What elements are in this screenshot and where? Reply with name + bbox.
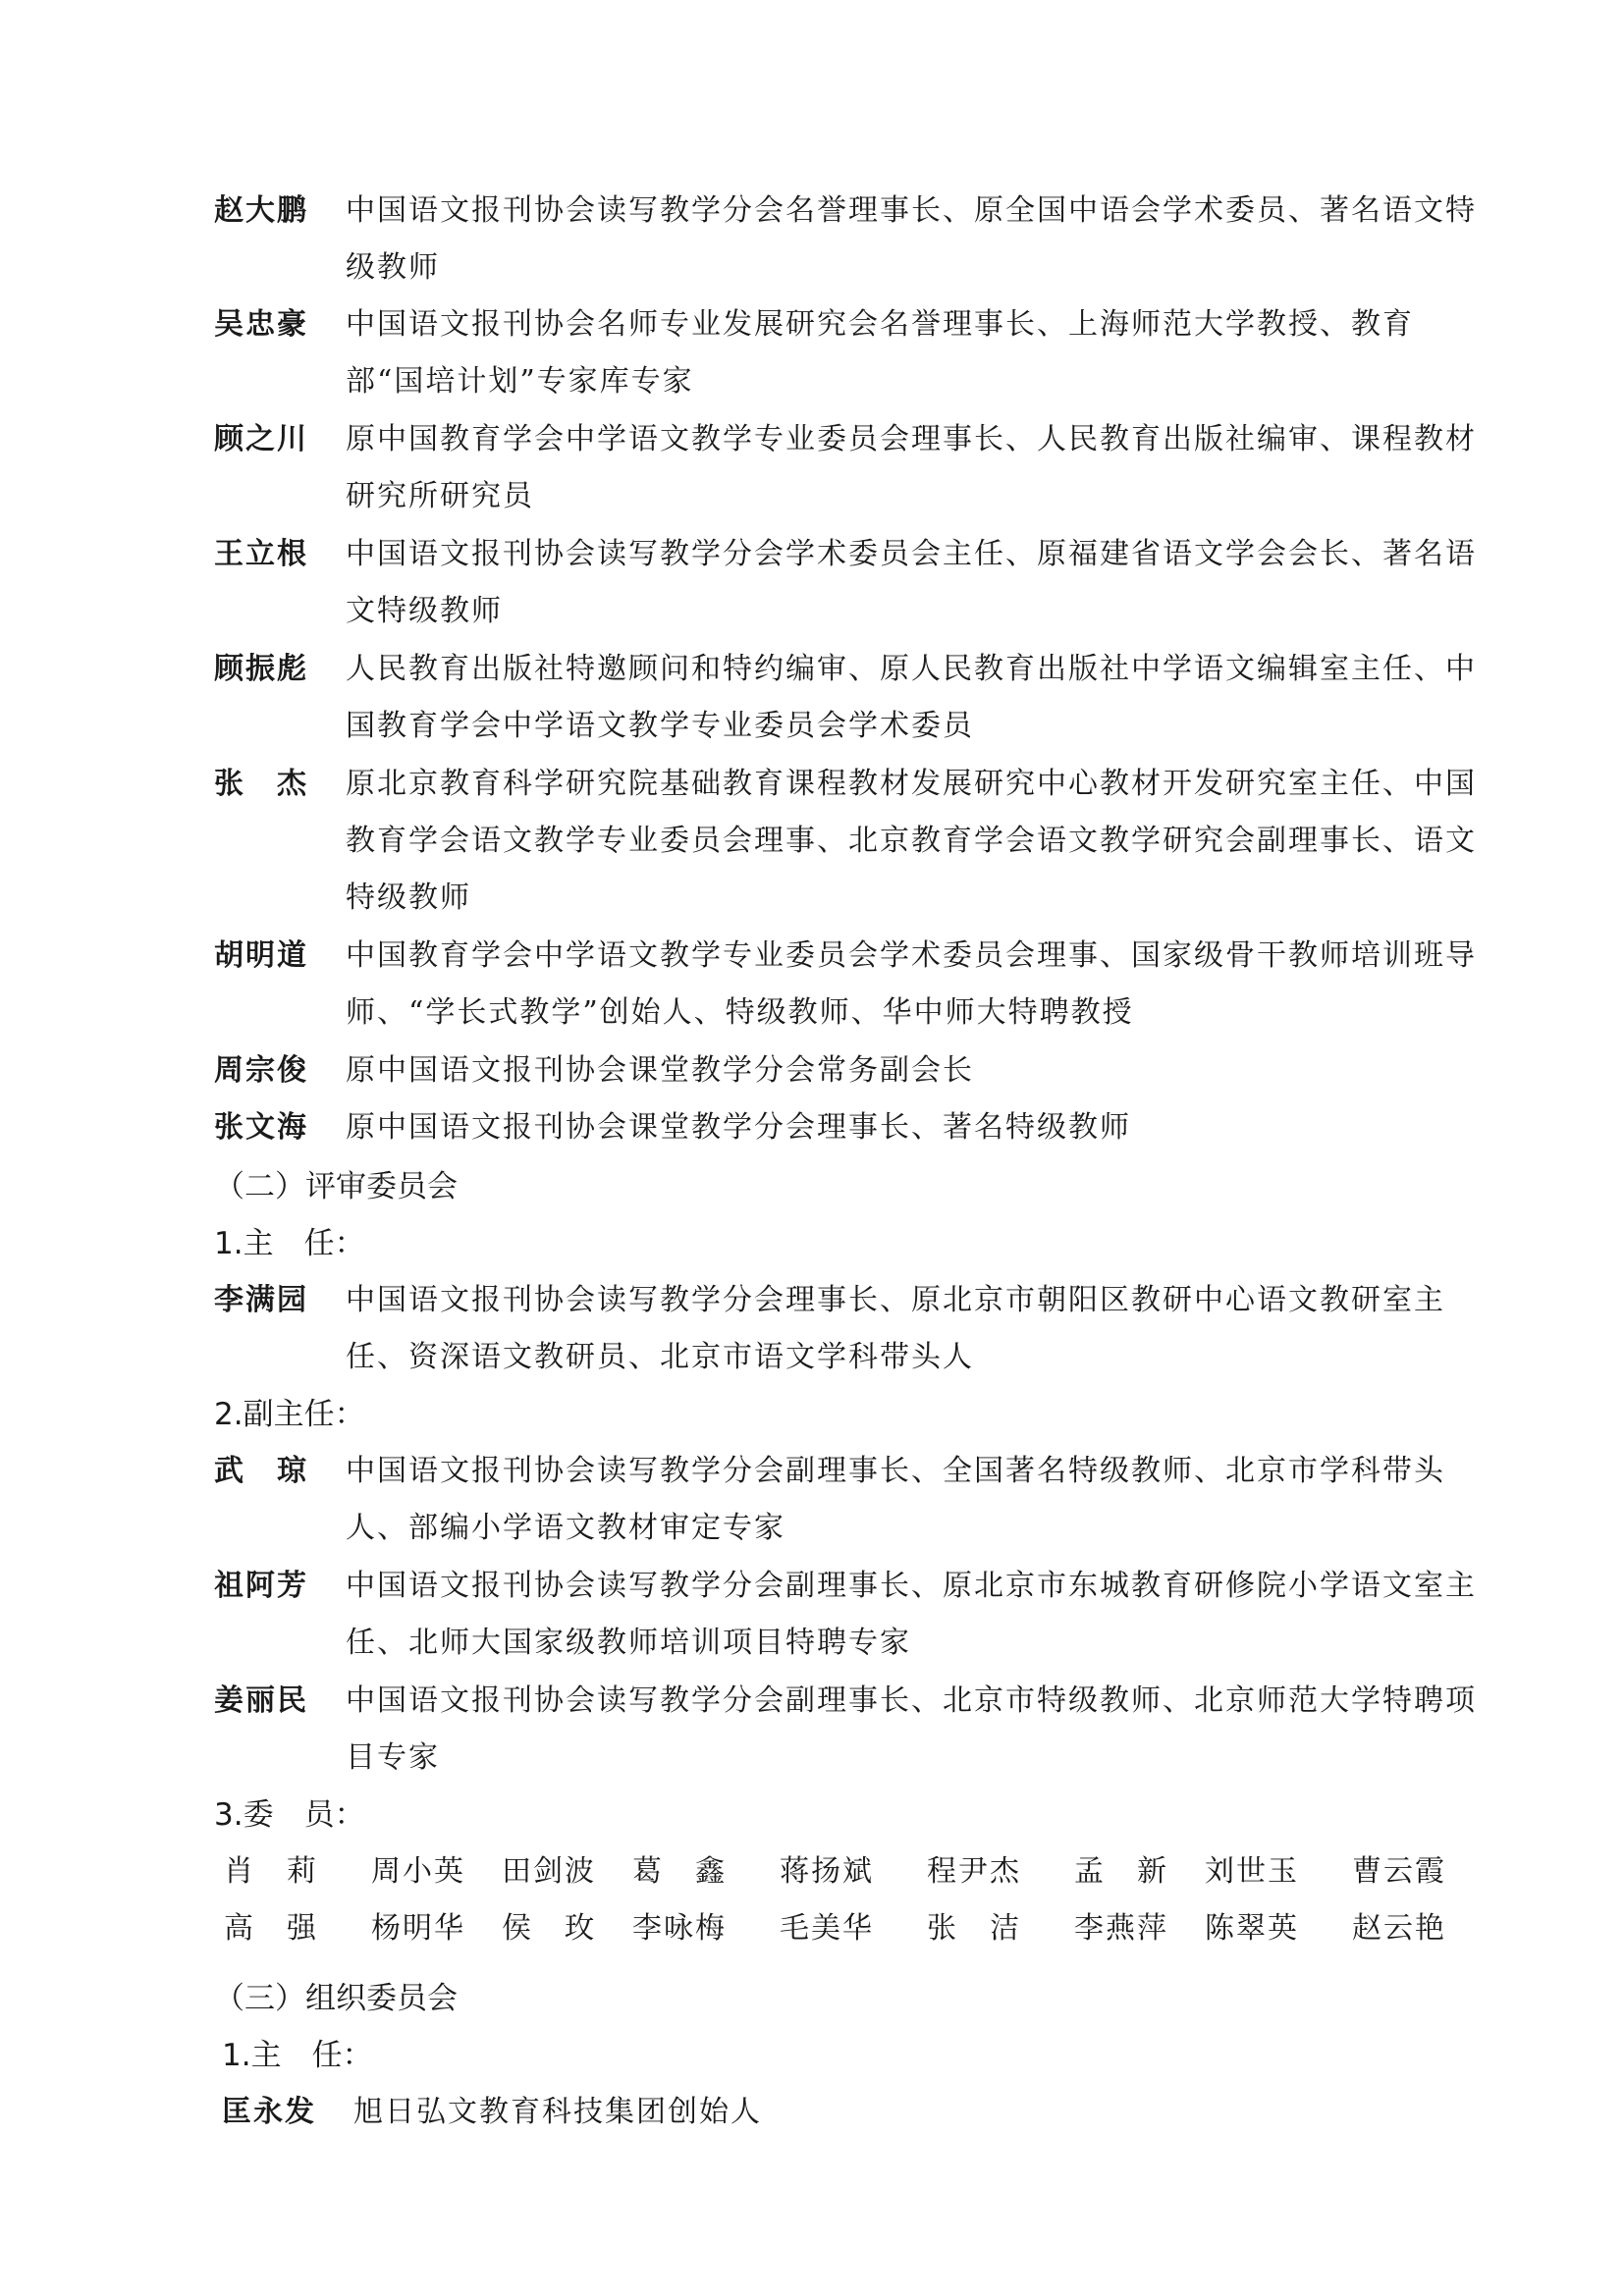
person-name: 张 杰 [214, 767, 308, 801]
member-name: 高 强 [224, 1911, 318, 1946]
entry-wang-ligen [214, 526, 1490, 640]
person-name: 顾振彪 [214, 652, 308, 686]
member-name: 周小英 [371, 1854, 465, 1889]
person-description: 旭日弘文教育科技集团创始人 [353, 2095, 762, 2129]
entry-zhang-wenhai [214, 1099, 1490, 1156]
person-name: 周宗俊 [214, 1053, 308, 1088]
member-name: 陈翠英 [1205, 1911, 1299, 1946]
member-name: 曹云霞 [1352, 1854, 1446, 1889]
entry-gu-zhenbiao [214, 641, 1490, 755]
section-heading-review: （二）评审委员会 [214, 1169, 458, 1204]
entry-jiang-limin [214, 1673, 1490, 1787]
members-row [224, 1900, 1481, 1957]
member-name: 杨明华 [371, 1911, 465, 1946]
member-name: 孟 新 [1074, 1854, 1168, 1889]
member-name: 侯 玫 [502, 1911, 596, 1946]
person-name: 胡明道 [214, 938, 308, 973]
person-name: 赵大鹏 [214, 193, 308, 228]
person-description: 原中国语文报刊协会课堂教学分会常务副会长 [346, 1053, 974, 1088]
person-name: 王立根 [214, 537, 308, 571]
members-row [224, 1843, 1481, 1900]
director-label: 1.主 任： [214, 1226, 365, 1261]
member-name: 赵云艳 [1352, 1911, 1446, 1946]
person-name: 匡永发 [222, 2095, 316, 2129]
entry-zhao-dapeng [214, 183, 1490, 296]
member-name: 肖 莉 [224, 1854, 318, 1889]
section-heading-organizing: （三）组织委员会 [214, 1981, 458, 2016]
entry-gu-zhichuan [214, 411, 1490, 525]
person-description: 中国教育学会中学语文教学专业委员会学术委员会理事、国家级骨干教师培训班导师、“学长式教学”创始人、特级教师、华中师大特聘教授 [346, 938, 1477, 1030]
person-description: 中国语文报刊协会读写教学分会副理事长、北京市特级教师、北京师范大学特聘项目专家 [346, 1683, 1477, 1775]
members-label: 3.委 员： [214, 1797, 365, 1833]
member-name: 蒋扬斌 [780, 1854, 874, 1889]
member-name: 程尹杰 [927, 1854, 1021, 1889]
person-description: 中国语文报刊协会读写教学分会学术委员会主任、原福建省语文学会会长、著名语文特级教师 [346, 537, 1477, 628]
member-name: 葛 鑫 [632, 1854, 727, 1889]
entry-zhang-jie [214, 756, 1490, 927]
members-list [224, 1843, 1481, 1957]
member-name: 刘世玉 [1205, 1854, 1299, 1889]
member-name: 张 洁 [927, 1911, 1021, 1946]
person-name: 姜丽民 [214, 1683, 308, 1718]
member-name: 李燕萍 [1074, 1911, 1168, 1946]
person-name: 李满园 [214, 1283, 308, 1317]
person-description: 中国语文报刊协会读写教学分会副理事长、原北京市东城教育研修院小学语文室主任、北师大国家级教师培训项目特聘专家 [346, 1569, 1477, 1660]
deputy-label: 2.副主任： [214, 1397, 365, 1432]
person-name: 顾之川 [214, 422, 308, 456]
person-description: 原中国教育学会中学语文教学专业委员会理事长、人民教育出版社编审、课程教材研究所研究员 [346, 422, 1477, 513]
person-description: 人民教育出版社特邀顾问和特约编审、原人民教育出版社中学语文编辑室主任、中国教育学会中学语文教学专业委员会学术委员 [346, 652, 1477, 743]
person-description: 原北京教育科学研究院基础教育课程教材发展研究中心教材开发研究室主任、中国教育学会语文教学专业委员会理事、北京教育学会语文教学研究会副理事长、语文特级教师 [346, 767, 1477, 915]
entry-li-manyuan [214, 1272, 1490, 1386]
entry-wu-zhonghao [214, 296, 1490, 410]
entry-zhou-zongjun [214, 1042, 1490, 1099]
person-description: 原中国语文报刊协会课堂教学分会理事长、著名特级教师 [346, 1110, 1131, 1145]
entry-zu-afang [214, 1558, 1490, 1672]
entry-hu-mingdao [214, 928, 1490, 1041]
person-description: 中国语文报刊协会读写教学分会名誉理事长、原全国中语会学术委员、著名语文特级教师 [346, 193, 1477, 285]
person-description: 中国语文报刊协会读写教学分会副理事长、全国著名特级教师、北京市学科带头人、部编小学语文教材审定专家 [346, 1454, 1445, 1545]
entry-kuang-yongfa [222, 2084, 1498, 2141]
member-name: 毛美华 [780, 1911, 874, 1946]
person-name: 张文海 [214, 1110, 308, 1145]
entry-wu-qiong [214, 1443, 1490, 1557]
person-name: 吴忠豪 [214, 307, 308, 342]
person-description: 中国语文报刊协会读写教学分会理事长、原北京市朝阳区教研中心语文教研室主任、资深语文教研员、北京市语文学科带头人 [346, 1283, 1445, 1374]
person-name: 祖阿芳 [214, 1569, 308, 1603]
organizing-director-label: 1.主 任： [222, 2038, 373, 2073]
person-name: 武 琼 [214, 1454, 308, 1488]
person-description: 中国语文报刊协会名师专业发展研究会名誉理事长、上海师范大学教授、教育部“国培计划”专家库专家 [346, 307, 1414, 399]
member-name: 田剑波 [502, 1854, 596, 1889]
member-name: 李咏梅 [632, 1911, 727, 1946]
